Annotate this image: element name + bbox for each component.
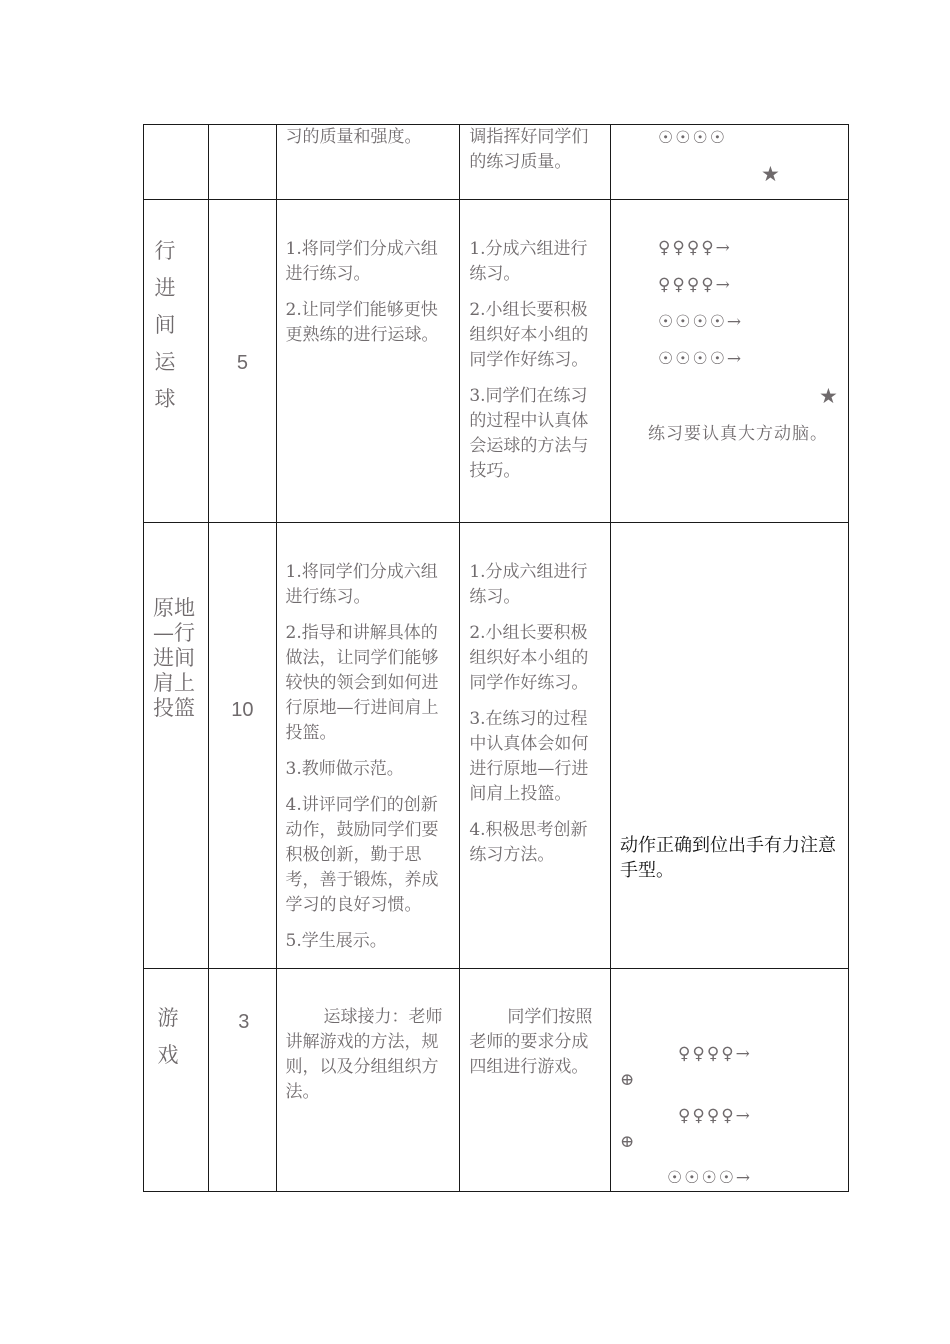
minutes-value: 10 <box>231 699 254 721</box>
activity-name: 行进间运球 <box>154 239 176 411</box>
minutes-value: 5 <box>236 352 248 374</box>
diagram-cell <box>610 969 848 1192</box>
basket-icon: ⊕ <box>619 1132 637 1152</box>
minutes-cell <box>209 200 276 523</box>
minutes-cell <box>209 523 276 969</box>
activity-name: 游戏 <box>157 1006 179 1067</box>
basket-icon: ⊕ <box>619 1070 637 1090</box>
student-text: 4.积极思考创新练习方法。 <box>469 820 588 865</box>
star-icon: ★ <box>818 384 838 408</box>
minutes-value: 3 <box>238 1011 250 1033</box>
formation-diagram-line: ☉☉☉☉→ <box>657 349 744 369</box>
teacher-text: 2.指导和讲解具体的做法，让同学们能够较快的领会到如何进行原地—行进间肩上投篮。 <box>285 623 439 743</box>
formation-diagram-line: ♀♀♀♀→ <box>657 275 732 295</box>
student-text: 同学们按照老师的要求分成四组进行游戏。 <box>469 1007 593 1077</box>
teacher-text: 1.将同学们分成六组进行练习。 <box>285 239 438 284</box>
table-row <box>144 200 849 523</box>
formation-diagram-line: ☉☉☉☉→ <box>666 1168 753 1188</box>
diagram-cell <box>610 523 848 969</box>
student-text: 3.同学们在练习的过程中认真体会运球的方法与技巧。 <box>469 386 589 481</box>
teacher-cell <box>276 125 460 200</box>
teacher-text: 1.将同学们分成六组进行练习。 <box>285 562 438 607</box>
formation-diagram-line: ♀♀♀♀→ <box>657 238 732 258</box>
formation-diagram-line: ☉☉☉☉→ <box>657 312 744 332</box>
student-cell <box>460 523 611 969</box>
teacher-text: 习的质量和强度。 <box>285 127 422 147</box>
student-text: 2.小组长要积极组织好本小组的同学作好练习。 <box>469 623 589 693</box>
diagram-note: 动作正确到位出手有力注意手型。 <box>619 835 836 881</box>
teacher-text: 5.学生展示。 <box>285 931 387 951</box>
table-row <box>144 523 849 969</box>
diagram-cell <box>610 125 848 200</box>
activity-name-cell <box>144 200 209 523</box>
student-cell <box>460 200 611 523</box>
activity-name-cell <box>144 125 209 200</box>
minutes-cell <box>209 125 276 200</box>
star-icon: ★ <box>760 162 780 186</box>
student-text: 2.小组长要积极组织好本小组的同学作好练习。 <box>469 300 589 370</box>
teacher-cell <box>276 523 460 969</box>
teacher-cell <box>276 969 460 1192</box>
student-cell <box>460 969 611 1192</box>
minutes-cell <box>209 969 276 1192</box>
student-cell <box>460 125 611 200</box>
teacher-text: 2.让同学们能够更快更熟练的进行运球。 <box>285 300 439 345</box>
student-text: 1.分成六组进行练习。 <box>469 239 588 284</box>
student-text: 调指挥好同学们的练习质量。 <box>469 127 589 172</box>
table-row <box>144 969 849 1192</box>
formation-diagram-line: ☉☉☉☉ <box>657 128 727 148</box>
formation-diagram-line: ♀♀♀♀→ <box>677 1044 752 1064</box>
activity-name: 原地—行进间肩上投篮 <box>153 596 195 720</box>
student-text: 1.分成六组进行练习。 <box>469 562 588 607</box>
activity-name-cell <box>144 523 209 969</box>
diagram-cell <box>610 200 848 523</box>
student-text: 3.在练习的过程中认真体会如何进行原地—行进间肩上投篮。 <box>469 709 589 804</box>
teacher-text: 运球接力：老师讲解游戏的方法，规则，以及分组组织方法。 <box>285 1007 443 1102</box>
activity-name-cell <box>144 969 209 1192</box>
diagram-note: 练习要认真大方动脑。 <box>647 424 828 444</box>
formation-diagram-line: ♀♀♀♀→ <box>677 1106 752 1126</box>
teacher-cell <box>276 200 460 523</box>
table-row <box>144 125 849 200</box>
teacher-text: 3.教师做示范。 <box>285 759 404 779</box>
lesson-plan-table <box>143 124 849 1192</box>
teacher-text: 4.讲评同学们的创新动作，鼓励同学们要积极创新，勤于思考，善于锻炼，养成学习的良好习惯。 <box>285 795 439 915</box>
